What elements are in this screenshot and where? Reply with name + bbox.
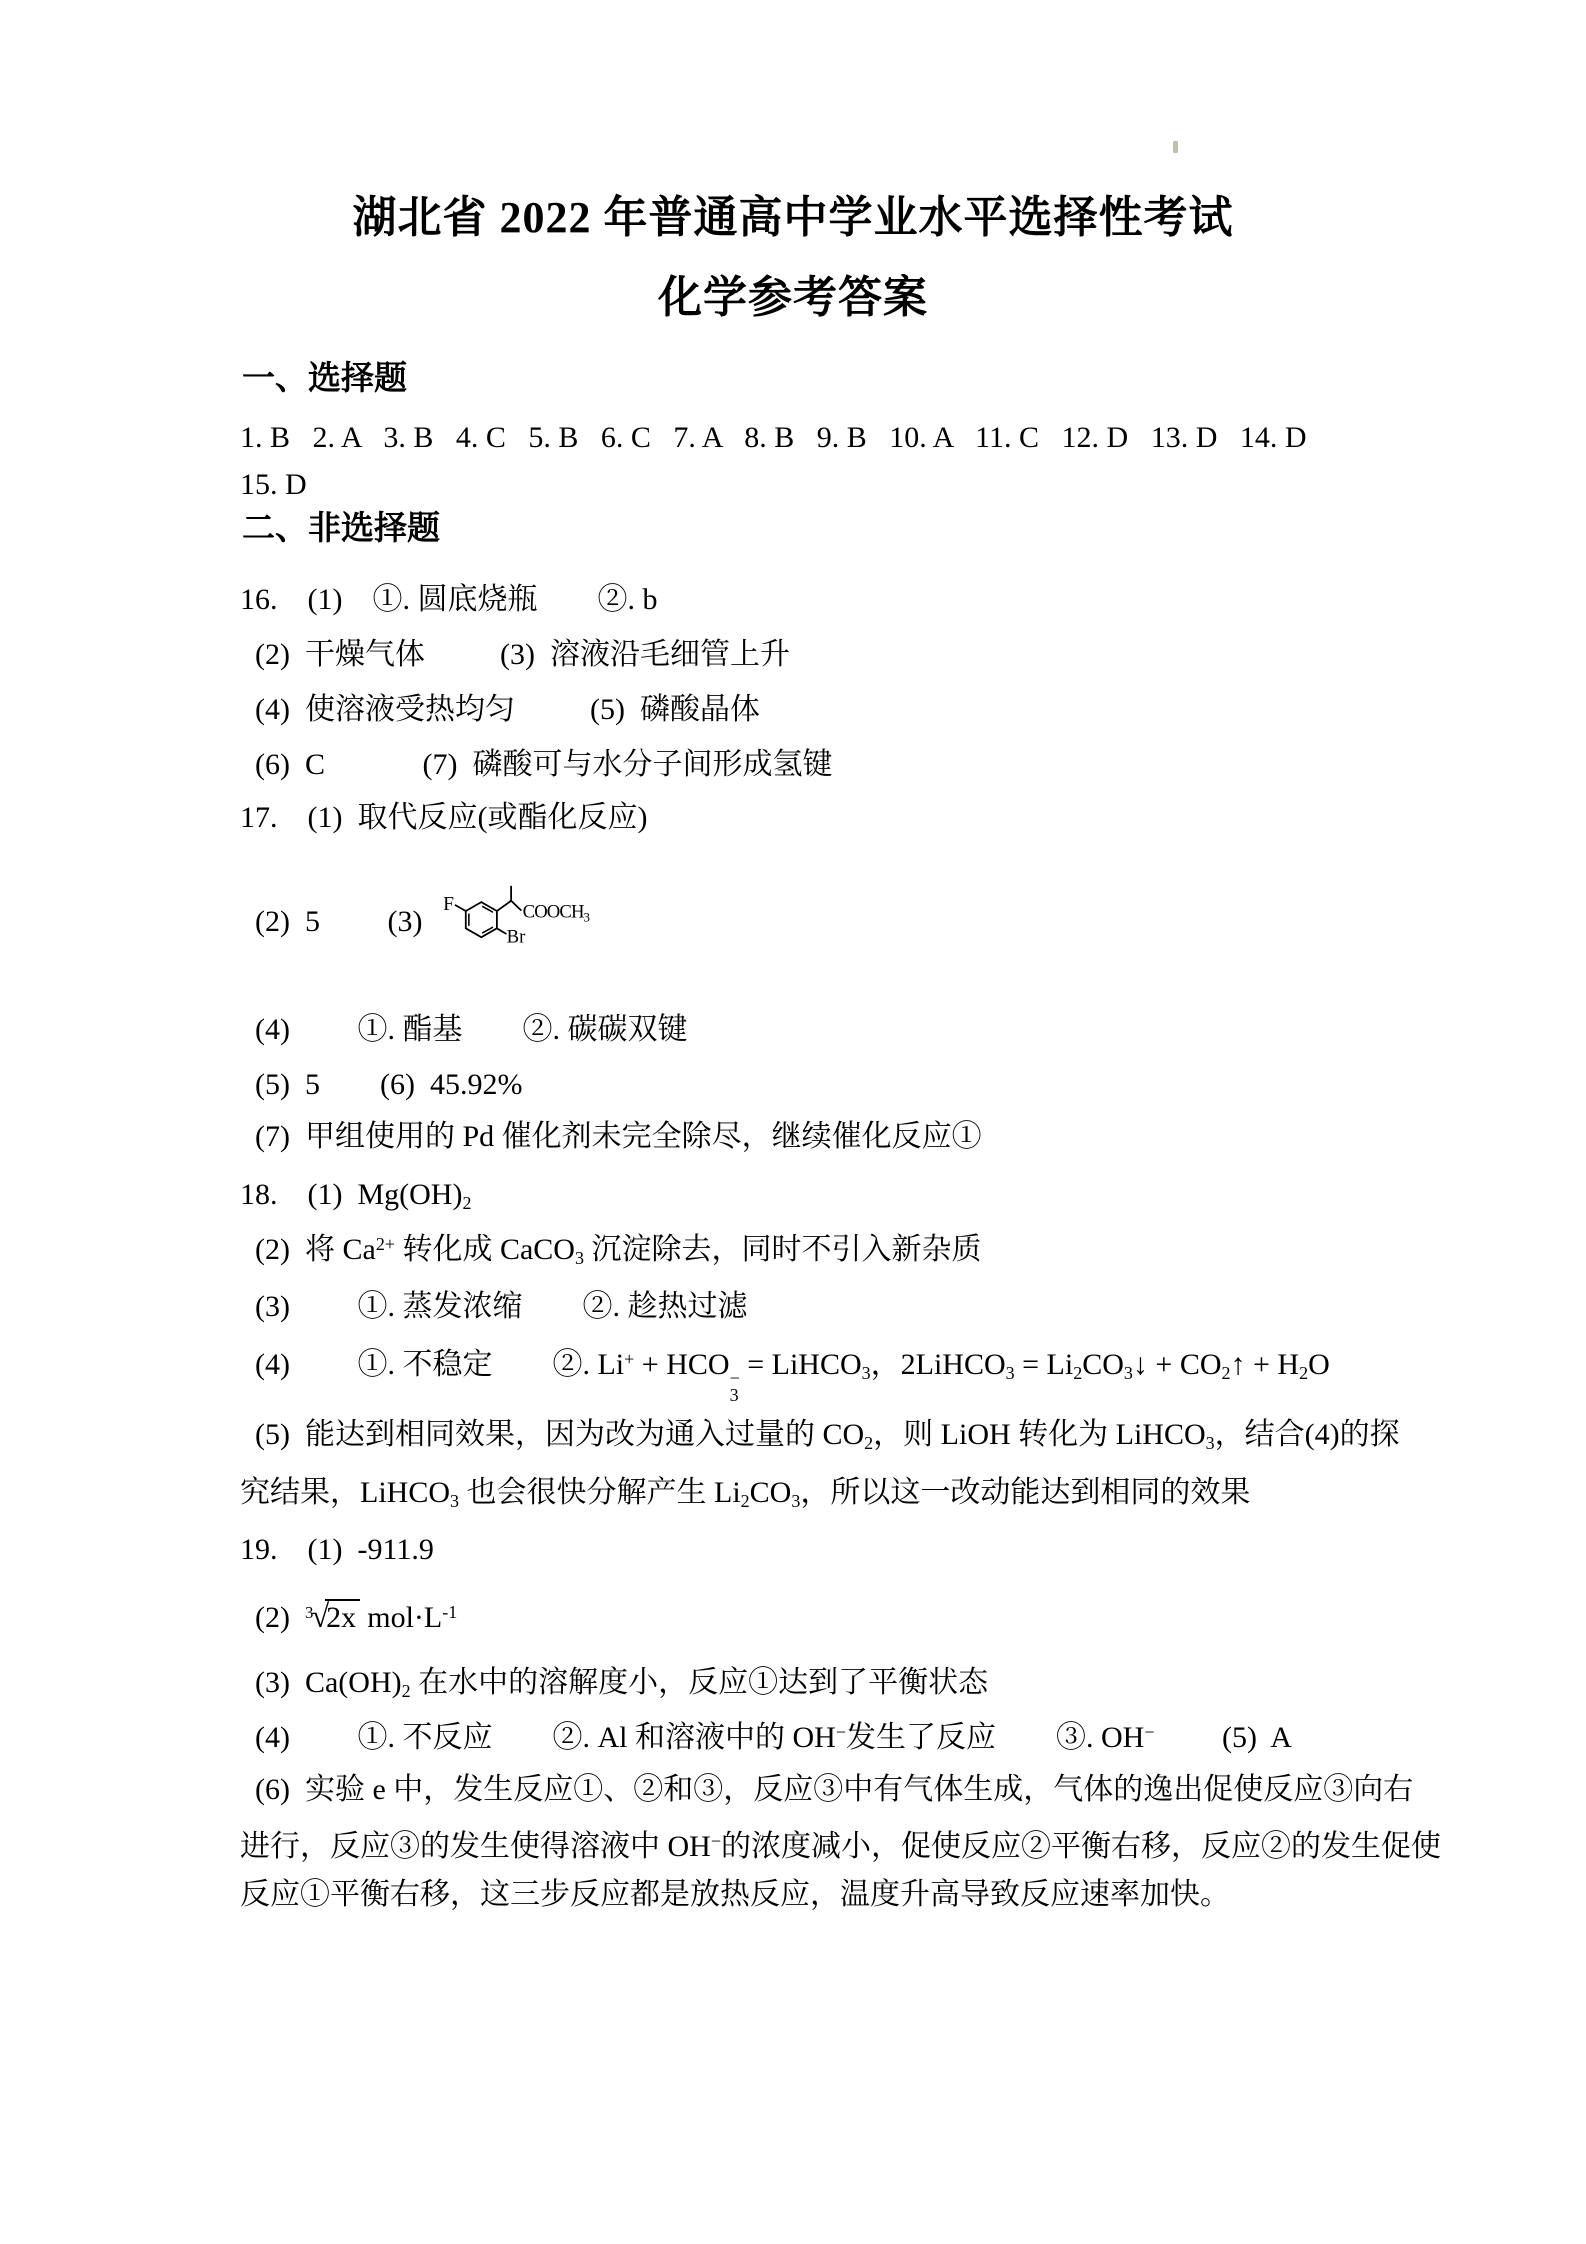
q17-part5-6: (5) 5 (6) 45.92% [255, 1068, 523, 1101]
q16-part4-5: (4) 使溶液受热均匀 (5) 磷酸晶体 [255, 693, 760, 726]
q17-part1: 17. (1) 取代反应(或酯化反应) [240, 801, 648, 834]
q16-part6-7: (6) C (7) 磷酸可与水分子间形成氢键 [255, 748, 833, 781]
page-subtitle: 化学参考答案 [658, 273, 928, 322]
q19-part2: (2) $^3$√2x $mol\cdot L^{-1}$ [255, 1599, 458, 1636]
ester-label: $COOCH_3$ [522, 901, 590, 925]
q19-part6-line1: (6) 实验 e 中，发生反应①、②和③，反应③中有气体生成，气体的逸出促使反应③向右 [255, 1773, 1414, 1806]
q18-part3: (3) ①. 蒸发浓缩 ②. 趁热过滤 [255, 1290, 748, 1323]
q17-part2-3: (2) 5 (3) [255, 905, 423, 938]
bond-br [497, 928, 506, 933]
q18-part5-line1: (5) 能达到相同效果，因为改为通入过量的 $CO_2$，则 LiOH 转化为 LiHCO$_3$，结合(4)的探 [255, 1418, 1400, 1453]
q18-part1: 18. (1) $Mg(OH)_2$ [240, 1178, 472, 1213]
bond-ring-to-ch [497, 901, 511, 911]
q16-part2-3: (2) 干燥气体 (3) 溶液沿毛细管上升 [255, 638, 790, 671]
q16-part1: 16. (1) ①. 圆底烧瓶 ②. b [240, 583, 658, 616]
benzene-ring [466, 902, 497, 937]
q19-part6-line2: 进行，反应③的发生使得溶液中 OH−的浓度减小，促使反应②平衡右移，反应②的发生促使 [240, 1830, 1441, 1863]
q19-part6-line3: 反应①平衡右移，这三步反应都是放热反应，温度升高导致反应速率加快。 [240, 1878, 1230, 1911]
q19-part4-5: (4) ①. 不反应 ②. Al 和溶液中的 OH−发生了反应 ③. OH− (5) A [255, 1721, 1292, 1754]
q18-part2: (2) 将 $Ca^{2+}$ 转化成 CaCO$_3$ 沉淀除去，同时不引入新杂质 [255, 1233, 982, 1268]
q18-part5-line2: 究结果，LiHCO$_3$ 也会很快分解产生 $Li_2CO_3$，所以这一改动能达到相同的效果 [240, 1476, 1251, 1511]
bromine-label: Br [506, 926, 526, 948]
q19-part3: (3) $Ca(OH)_2$ 在水中的溶解度小，反应①达到了平衡状态 [255, 1666, 989, 1701]
q19-part1: 19. (1) -911.9 [240, 1533, 434, 1566]
page-title: 湖北省 2022 年普通高中学业水平选择性考试 [352, 193, 1234, 242]
bond-ch-to-ester [511, 901, 521, 910]
mc-answers-line-1: 1. B 2. A 3. B 4. C 5. B 6. C 7. A 8. B 9. B 10. A 11. C 12. D 13. D 14. D [240, 421, 1307, 454]
chemical-structure [440, 840, 792, 990]
bond-f [456, 905, 466, 911]
mc-answers-line-2: 15. D [240, 468, 307, 501]
q18-part4: (4) ①. 不稳定 ②. Li+ + HCO − 3 = LiHCO$_3$，2LiHCO$_3$ = $Li_2CO_3↓$ + $CO_2↑ + H_2O$ [255, 1348, 1330, 1405]
section-2-heading: 二、非选择题 [242, 511, 440, 547]
fluorine-label: F [443, 894, 454, 916]
q17-part4: (4) ①. 酯基 ②. 碳碳双键 [255, 1013, 688, 1046]
page-smudge-mark [1173, 141, 1178, 153]
q17-part7: (7) 甲组使用的 Pd 催化剂未完全除尽，继续催化反应① [255, 1120, 982, 1153]
section-1-heading: 一、选择题 [242, 361, 407, 397]
